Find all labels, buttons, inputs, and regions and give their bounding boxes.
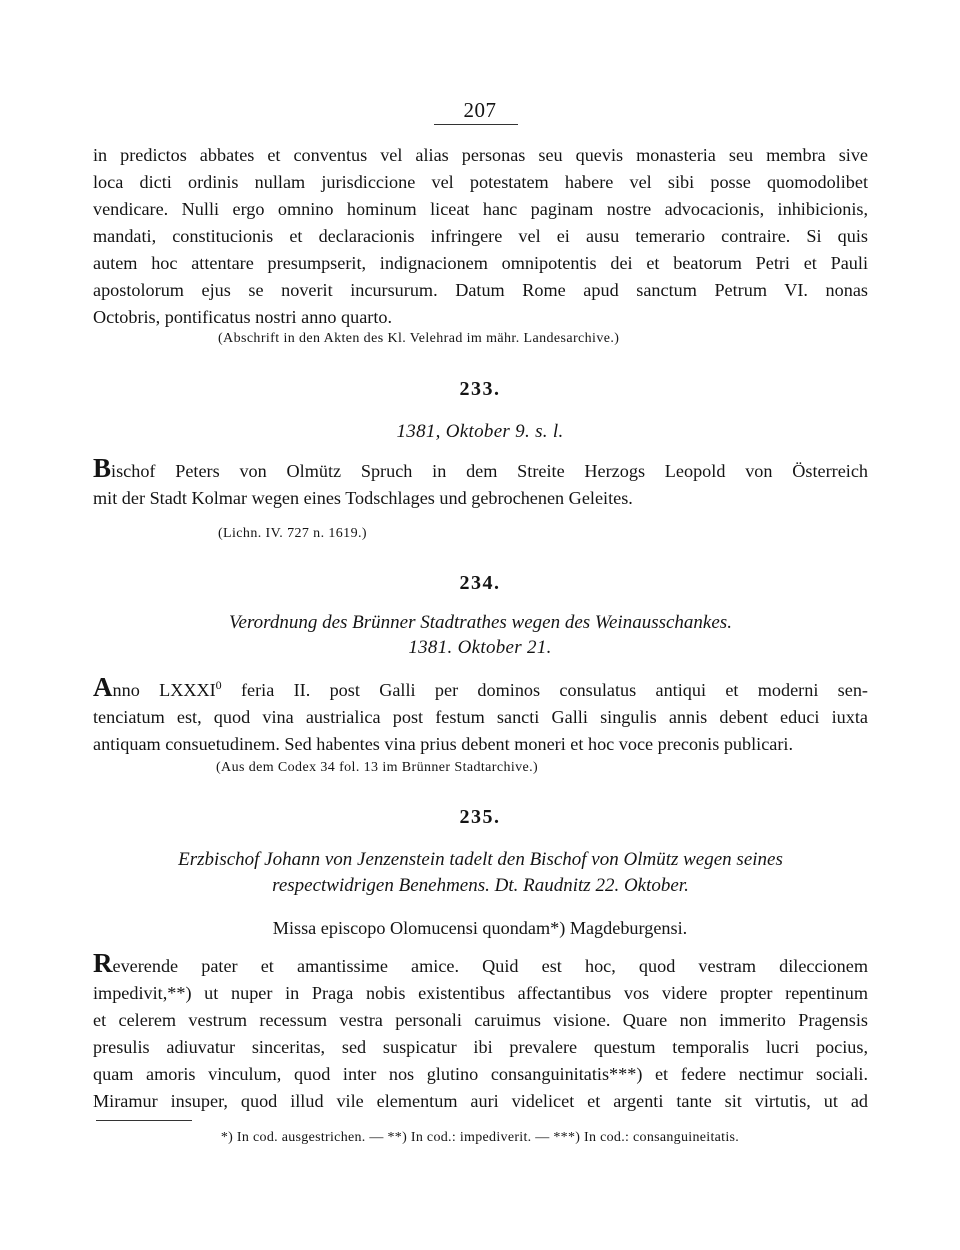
initial-letter: A	[93, 672, 113, 703]
entry-dateline: 1381, Oktober 9. s. l.	[396, 421, 564, 442]
text-line: nno LXXXI	[112, 680, 216, 701]
text-line: impedivit,**) ut nuper in Praga nobis existentibus affectantibus vos videre propter repentinum	[93, 983, 868, 1003]
entry-dateline: 1381. Oktober 21.	[408, 637, 552, 658]
rubric-line: Erzbischof Johann von Jenzenstein tadelt den Bischof von Olmütz wegen seines	[178, 849, 783, 870]
entry-235-text	[93, 948, 868, 1115]
superscript: 0	[215, 678, 222, 692]
entry-number: 234.	[459, 572, 501, 594]
text-line: tenciatum est, quod vina austrialica post festum sancti Galli singulis annis debent educi iuxta	[93, 707, 868, 728]
text-line: antiquam consuetudinem. Sed habentes vina prius debent moneri et hoc voce preconis publicari.	[93, 734, 794, 755]
entry-rubric	[93, 847, 868, 899]
text-line: Miramur insuper, quod illud vile elementum auri videlicet et argenti tante sit virtutis, ut ad	[93, 1091, 868, 1111]
letter-address: Missa episcopo Olomucensi quondam*) Magdeburgensi.	[272, 918, 688, 938]
text-line: et celerem vestrum recessum vestra personali caruimus visione. Quare non immerito Pragensis	[93, 1010, 868, 1030]
text-line: mandati, constitucionis et declaracionis infringere vel ei ausu temerario contraire. Si quis	[93, 226, 868, 246]
text-line: in predictos abbates et conventus vel alias personas seu quevis monasteria seu membra sive	[93, 145, 868, 165]
text-line: mit der Stadt Kolmar wegen eines Todschlages und gebrochenen Geleites.	[93, 488, 633, 508]
entry-233-summary	[93, 453, 868, 512]
text-line: everende pater et amantissime amice. Quid est hoc, quod vestram dileccionem	[112, 956, 868, 976]
initial-letter: B	[93, 453, 112, 483]
text-line: vendicare. Nulli ergo omnino hominum liceat hanc paginam nostre advocacionis, inhibicionis,	[93, 199, 868, 219]
text-line: ischof Peters von Olmütz Spruch in dem Streite Herzogs Leopold von Österreich	[111, 461, 868, 481]
rubric-line: respectwidrigen Benehmens. Dt. Raudnitz 22. Oktober.	[272, 875, 689, 896]
page-number: 207	[463, 98, 497, 122]
source-note: (Abschrift in den Akten des Kl. Velehrad im mähr. Landesarchive.)	[218, 331, 620, 346]
source-note: (Lichn. IV. 727 n. 1619.)	[218, 526, 367, 541]
text-line: apostolorum ejus se noverit incursurum. Datum Rome apud sanctum Petrum VI. nonas	[93, 280, 868, 300]
source-note: (Aus dem Codex 34 fol. 13 im Brünner Stadtarchive.)	[216, 760, 539, 775]
page-number-rule	[434, 124, 518, 125]
text-line: Octobris, pontificatus nostri anno quarto.	[93, 307, 393, 327]
text-line: quam amoris vinculum, quod inter nos glutino consanguinitatis***) et federe nectimur sociali.	[93, 1064, 868, 1084]
entry-number: 235.	[459, 806, 501, 828]
text-line: presulis adiuvatur sinceritas, sed suspicatur ibi prevalere questum temporalis lucri pocius,	[93, 1037, 868, 1057]
entry-number: 233.	[459, 378, 501, 400]
footnote-rule	[96, 1120, 192, 1121]
entry-rubric: Verordnung des Brünner Stadtrathes wegen des Weinausschankes.	[229, 612, 732, 633]
text-line: autem hoc attentare presumpserit, indignacionem omnipotentis dei et beatorum Petri et Pauli	[93, 253, 868, 273]
footnotes: *) In cod. ausgestrichen. — **) In cod.: impediverit. — ***) In cod.: consanguineitatis.	[220, 1130, 740, 1145]
text-line: feria II. post Galli per dominos consulatus antiqui et moderni sen-	[221, 680, 868, 701]
continuation-paragraph	[93, 142, 868, 331]
entry-234-text	[93, 672, 868, 758]
initial-letter: R	[93, 948, 113, 978]
text-line: loca dicti ordinis nullam jurisdiccione vel potestatem habere vel sibi posse quomodolibet	[93, 172, 868, 192]
